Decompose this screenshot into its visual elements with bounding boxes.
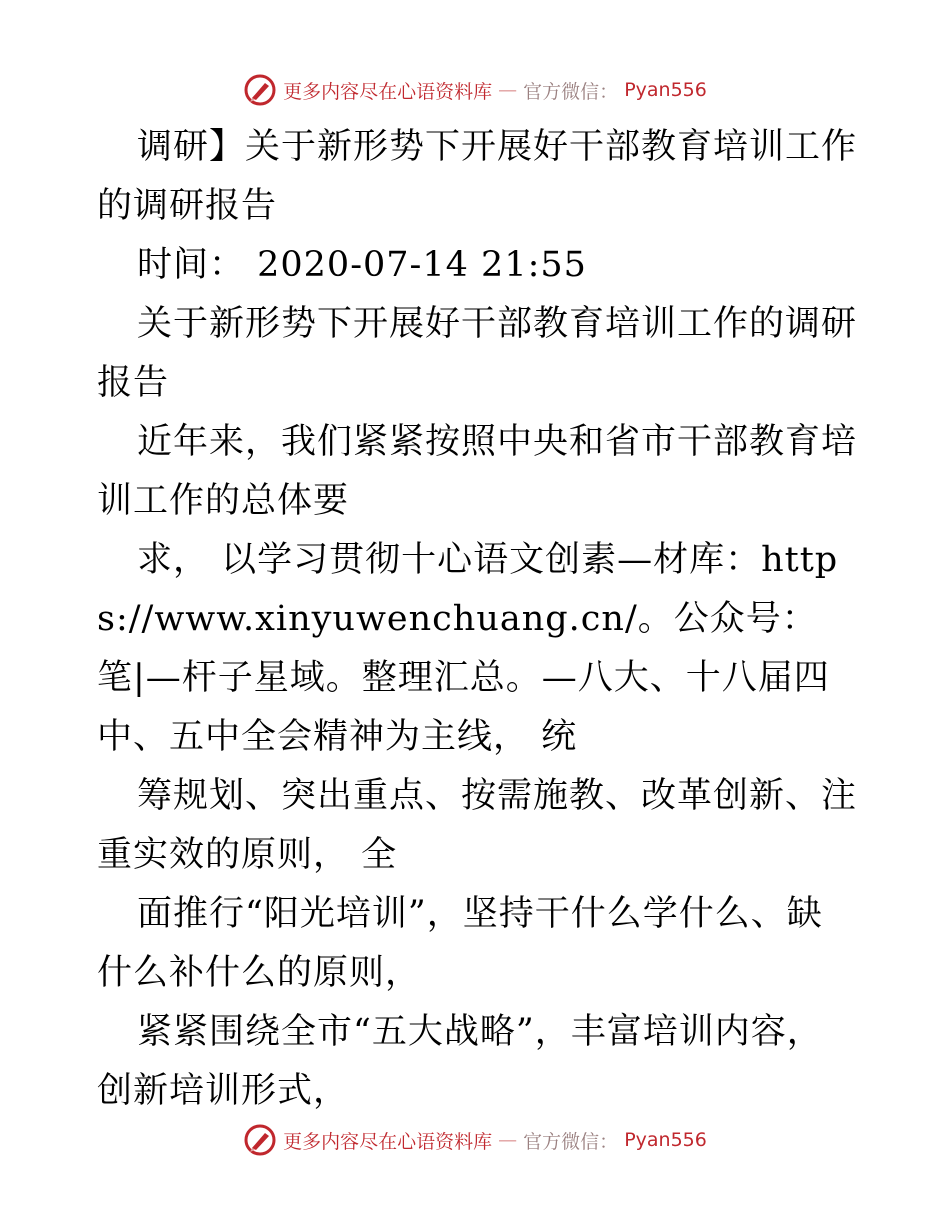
watermark-wechat-label: 官方微信： (523, 1130, 619, 1153)
watermark-account: Pyan556 (624, 79, 707, 101)
watermark-dash: — (498, 79, 518, 101)
doc-paragraph: 面推行“阳光培训”，坚持干什么学什么、缺什么补什么的原则， (97, 894, 823, 993)
watermark-prefix: 更多内容尽在心语资料库 (283, 80, 493, 103)
doc-paragraph: 筹规划、突出重点、按需施教、改革创新、注重实效的原则， 全 (97, 776, 858, 875)
footer-watermark (0, 1120, 950, 1160)
watermark-account: Pyan556 (624, 1129, 707, 1151)
watermark-dash: — (498, 1129, 518, 1151)
doc-paragraph: 紧紧围绕全市“五大战略”，丰富培训内容，创新培训形式， (97, 1012, 823, 1111)
pen-logo-icon (243, 73, 277, 107)
doc-heading: 关于新形势下开展好干部教育培训工作的调研报告 (97, 304, 858, 403)
watermark-wechat-label: 官方微信： (523, 80, 619, 103)
doc-title: 调研】关于新形势下开展好干部教育培训工作的调研报告 (97, 127, 858, 226)
document-body (97, 118, 857, 1121)
header-watermark (0, 70, 950, 110)
pen-logo-icon (243, 1123, 277, 1157)
watermark-prefix: 更多内容尽在心语资料库 (283, 1130, 493, 1153)
doc-paragraph: 近年来，我们紧紧按照中央和省市干部教育培训工作的总体要 (97, 422, 858, 521)
doc-timestamp: 时间： 2020-07-14 21:55 (137, 245, 587, 285)
doc-paragraph: 求， 以学习贯彻十心语文创素—材库：https://www.xinyuwenchuang.cn/。公众号：笔|—杆子星域。整理汇总。—八大、十八届四中、五中全会精神为主线， 统 (97, 540, 839, 757)
